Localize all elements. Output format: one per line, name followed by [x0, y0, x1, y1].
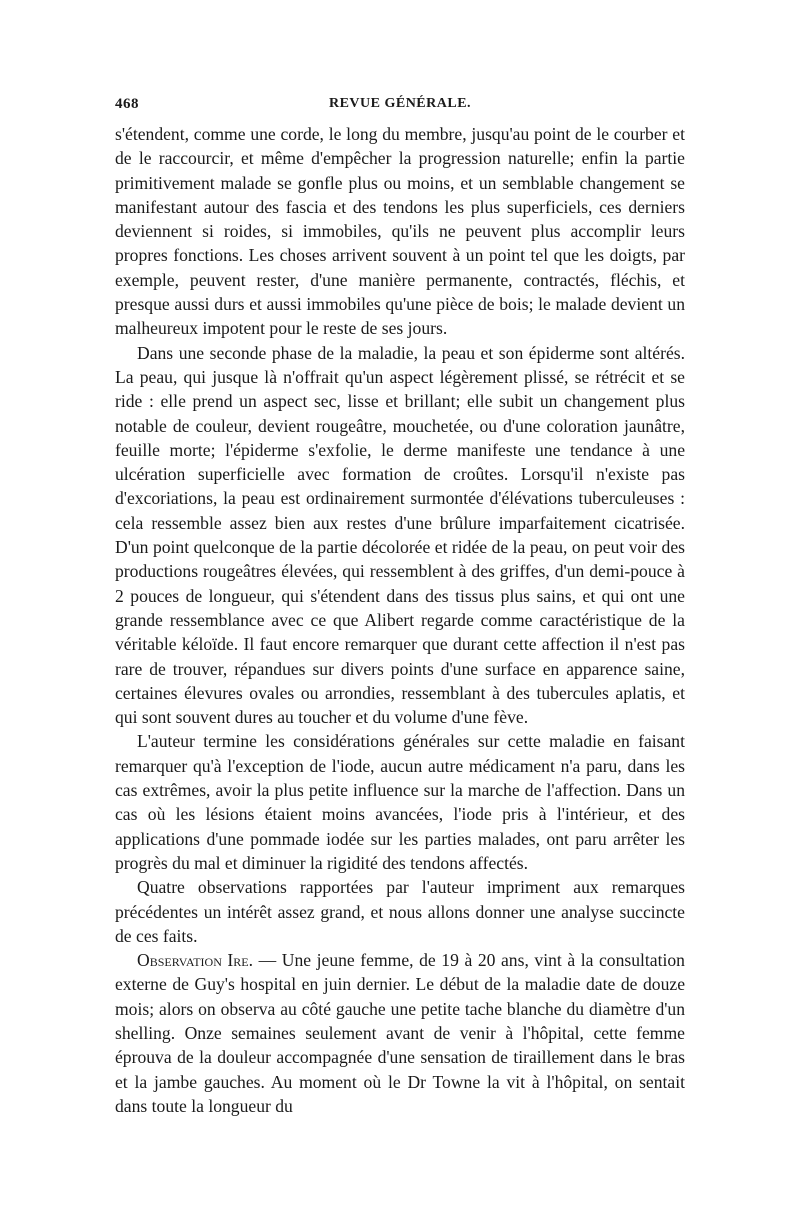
- paragraph-second-phase: Dans une seconde phase de la maladie, la peau et son épiderme sont altérés. La peau, qui jusque là n'offrait qu'un aspect légèrement plissé, se rétrécit et se ride : elle prend un aspect sec, lisse et brillant; elle subit un changement plus notable de couleur, devient rougeâtre, mouchetée, ou d'une coloration jaunâtre, feuille morte; l'épiderme s'exfolie, le derme manifeste une tendance à une ulcération superficielle avec formation de croûtes. Lorsqu'il n'existe pas d'excoriations, la peau est ordinairement surmontée d'élévations tuberculeuses : cela ressemble assez bien aux restes d'une brûlure imparfaitement cicatrisée. D'un point quelconque de la partie décolorée et ridée de la peau, on peut voir des productions rougeâtres élevées, qui ressemblent à des griffes, d'un demi-pouce à 2 pouces de longueur, qui s'étendent dans des tissus plus sains, et qui ont une grande ressemblance avec ce que Alibert regarde comme caractéristique de la véritable kéloïde. Il faut encore remarquer que durant cette affection il n'est pas rare de trouver, répandues sur divers points d'une surface en apparence saine, certaines élevures ovales ou arrondies, ressemblant à des tubercules aplatis, et qui sont souvent dures au toucher et du volume d'une fève.: [115, 342, 685, 728]
- paragraph-iodine: L'auteur termine les considérations générales sur cette maladie en faisant remarquer qu'à l'exception de l'iode, aucun autre médicament n'a paru, dans les cas extrêmes, avoir la plus petite influence sur la marche de l'affection. Dans un cas où les lésions étaient moins avancées, l'iode pris à l'intérieur, et des applications d'une pommade iodée sur les parties malades, ont paru arrêter les progrès du mal et diminuer la rigidité des tendons affectés.: [115, 731, 685, 873]
- paragraph-observations-intro: Quatre observations rapportées par l'auteur impriment aux remarques précédentes un intérêt assez grand, et nous allons donner une analyse succincte de ces faits.: [115, 877, 685, 946]
- paragraph-observation-1: [115, 948, 685, 1118]
- book-page: [115, 96, 685, 1118]
- body-text: [115, 122, 685, 1118]
- running-head: REVUE GÉNÉRALE.: [328, 96, 472, 111]
- observation-label: Observation Ire.: [137, 950, 254, 971]
- page-header: [115, 96, 685, 122]
- observation-text: — Une jeune femme, de 19 à 20 ans, vint à la consultation externe de Guy's hospital en juin dernier. Le début de la maladie date de douze mois; alors on observa au côté gauche une petite tache blanche du diamètre d'un shelling. Onze semaines seulement avant de venir à l'hôpital, cette femme éprouva de la douleur accompagnée d'une sensation de tiraillement dans le bras et la jambe gauches. Au moment où le Dr Towne la vit à l'hôpital, on sentait dans toute la longueur du: [115, 950, 685, 1116]
- paragraph-continued: s'étendent, comme une corde, le long du membre, jusqu'au point de le courber et de le raccourcir, et même d'empêcher la progression naturelle; enfin la partie primitivement malade se gonfle plus ou moins, et un semblable changement se manifestant autour des fascia et des tendons les plus superficiels, ces derniers deviennent si roides, si immobiles, qu'ils ne peuvent plus accomplir leurs propres fonctions. Les choses arrivent souvent à un point tel que les doigts, par exemple, peuvent rester, d'une manière permanente, contractés, fléchis, et presque aussi durs et aussi immobiles qu'une pièce de bois; le malade devient un malheureux impotent pour le reste de ses jours.: [115, 124, 685, 339]
- page-number: 468: [115, 96, 139, 112]
